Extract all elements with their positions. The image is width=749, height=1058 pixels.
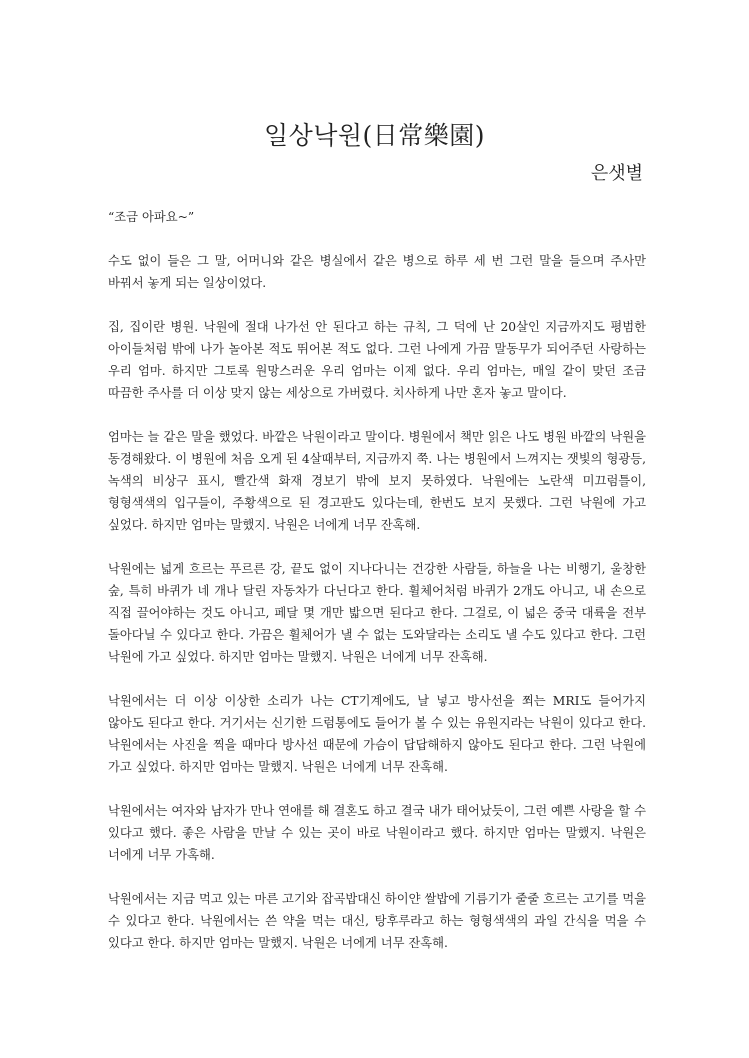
paragraph: 낙원에는 넓게 흐르는 푸르른 강, 끝도 없이 지나다니는 건강한 사람들, 하늘을 나는 비행기, 울창한 숲, 특히 바퀴가 네 개나 달린 자동차가 다닌다고 한다. 휠체어처럼 바퀴가 2개도 아니고, 내 손으로 직접 끌어야하는 것도 아니고, 페달 몇 개만 밟으면 된다고 한다. 그걸로, 이 넓은 중국 대륙을 전부 돌아다닐 수 있다고 한다. 가끔은 휠체어가 낼 수 없는 도와달라는 소리도 낼 수도 있다고 한다. 그런 낙원에 가고 싶었다. 하지만 엄마는 말했지. 낙원은 너에게 너무 잔혹해. <box>108 562 646 664</box>
author-name: 은샛별 <box>590 163 643 184</box>
document-body <box>108 206 646 976</box>
paragraph: 엄마는 늘 같은 말을 했었다. 바깥은 낙원이라고 말이다. 병원에서 책만 읽은 나도 병원 바깥의 낙원을 동경해왔다. 이 병원에 처음 오게 된 4살때부터, 지금까지 쭉. 나는 병원에서 느껴지는 잿빛의 형광등, 녹색의 비상구 표시, 빨간색 화재 경보기 밖에 보지 못하였다. 낙원에는 노란색 미끄럼틀이, 형형색색의 입구들이, 주황색으로 된 경고판도 있다는데, 한번도 보지 못했다. 그런 낙원에 가고 싶었다. 하지만 엄마는 말했지. 낙원은 너에게 너무 잔혹해. <box>108 430 646 532</box>
paragraph: 수도 없이 들은 그 말, 어머니와 같은 병실에서 같은 병으로 하루 세 번 그런 말을 들으며 주사만 바꿔서 놓게 되는 일상이었다. <box>108 254 646 290</box>
paragraph: “조금 아파요~” <box>108 210 195 224</box>
document-title: 일상낙원(日常樂園) <box>263 121 486 150</box>
paragraph: 낙원에서는 더 이상 이상한 소리가 나는 CT기계에도, 날 넣고 방사선을 쬐는 MRI도 들어가지 않아도 된다고 한다. 거기서는 신기한 드럼통에도 들어가 볼 수 있는 유원지라는 낙원이 있다고 한다. 낙원에서는 사진을 찍을 때마다 방사선 때문에 가슴이 답답해하지 않아도 된다고 한다. 그런 낙원에 가고 싶었다. 하지만 엄마는 말했지. 낙원은 너에게 너무 잔혹해. <box>108 694 646 774</box>
paragraph: 낙원에서는 여자와 남자가 만나 연애를 해 결혼도 하고 결국 내가 태어났듯이, 그런 예쁜 사랑을 할 수 있다고 했다. 좋은 사람을 만날 수 있는 곳이 바로 낙원이라고 했다. 하지만 엄마는 말했지. 낙원은 너에게 너무 가혹해. <box>108 804 646 862</box>
paragraph: 낙원에서는 지금 먹고 있는 마른 고기와 잡곡밥대신 하이얀 쌀밥에 기름기가 줄줄 흐르는 고기를 먹을 수 있다고 한다. 낙원에서는 쓴 약을 먹는 대신, 탕후루라고 하는 형형색색의 과일 간식을 먹을 수 있다고 한다. 하지만 엄마는 말했지. 낙원은 너에게 너무 잔혹해. <box>108 892 646 950</box>
paragraph: 집, 집이란 병원. 낙원에 절대 나가선 안 된다고 하는 규칙, 그 덕에 난 20살인 지금까지도 평범한 아이들처럼 밖에 나가 놀아본 적도 뛰어본 적도 없다. 그런 나에게 가끔 말동무가 되어주던 사랑하는 우리 엄마. 하지만 그토록 원망스러운 우리 엄마는 이제 없다. 우리 엄마는, 매일 같이 맞던 조금 따끔한 주사를 더 이상 맞지 않는 세상으로 가버렸다. 치사하게 나만 혼자 놓고 말이다. <box>108 320 646 400</box>
